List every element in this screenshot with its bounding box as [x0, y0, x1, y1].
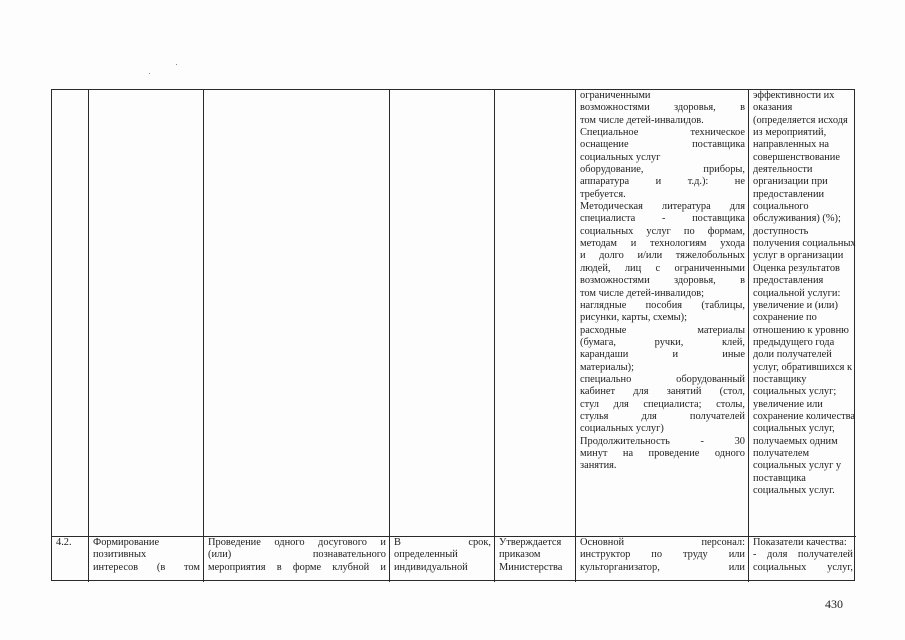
cell-text-line: Продолжительность - 30 [580, 435, 745, 447]
cell-text-line: увеличение или [753, 398, 823, 410]
cell-text-line: Формирование [93, 537, 160, 548]
cell-text-line: эффективности их [753, 90, 835, 101]
cell-text-line: определенный [394, 549, 458, 561]
cell-text-line: индивидуальной [394, 561, 468, 573]
cell-text-line: оборудование, приборы, [580, 164, 745, 176]
cell-text-line: инструктор по труду или [580, 549, 745, 561]
cell-text-line: том числе детей-инвалидов; [580, 287, 705, 299]
row1-tariff-cell [495, 90, 576, 537]
row1-number-cell [52, 90, 89, 537]
cell-text-line: социальных услуг у [753, 460, 842, 472]
cell-text-line: доли получателей [753, 349, 832, 361]
cell-text-line: получателем [753, 447, 810, 459]
cell-text-line: мероприятия в форме клубной и [208, 561, 386, 573]
cell-text-line: совершенствование [753, 151, 840, 163]
cell-text-line: требуется. [580, 188, 626, 200]
cell-text-line: позитивных [93, 549, 147, 561]
cell-text-line: оснащение поставщика [580, 139, 745, 151]
cell-text-line: поставщику [753, 373, 807, 385]
cell-text-line: В срок, [394, 537, 491, 548]
cell-text-line: возможностями здоровья, в [580, 102, 745, 114]
cell-text-line: социальных услуг по формам, [580, 225, 745, 237]
cell-text-line: (или) познавательного [208, 549, 386, 561]
cell-text-line: Показатели качества: [753, 537, 847, 548]
cell-text-line: получения социальных [753, 238, 856, 250]
cell-text-line: возможностями здоровья, в [580, 275, 745, 287]
cell-text-line: обслуживания) (%); [753, 213, 841, 225]
cell-text-line: социальных услуг; [753, 386, 837, 398]
row1-quality-indicators-cell [749, 90, 856, 537]
cell-text-line: минут на проведение одного [580, 447, 745, 459]
cell-text-line: Специальное техническое [580, 127, 745, 139]
cell-text-line: специалиста - поставщика [580, 213, 745, 225]
cell-text-line: кабинет для занятий (стол, [580, 386, 745, 398]
cell-text-line: приказом [499, 549, 541, 561]
cell-text-line: сохранение количества [753, 410, 856, 422]
cell-text-line: социальных услуг) [580, 423, 664, 435]
cell-text-line: наглядные пособия (таблицы, [580, 299, 745, 311]
cell-text-line: увеличение и (или) [753, 299, 838, 311]
cell-text-line: том числе детей-инвалидов. [580, 114, 704, 126]
row2-quality-indicators-cell [749, 537, 856, 582]
cell-text-line: социальной услуги: [753, 287, 841, 299]
cell-text-line: предоставлении [753, 188, 825, 200]
cell-text-line: предоставления [753, 275, 824, 287]
row2-tariff-cell [495, 537, 576, 582]
cell-text-line: оказания [753, 102, 793, 114]
cell-text-line: доступность [753, 225, 809, 237]
cell-text-line: поставщика [753, 472, 806, 484]
cell-text-line: Основной персонал: [580, 537, 745, 548]
cell-text-line: карандаши и иные [580, 349, 745, 361]
row2-number-cell [52, 537, 89, 582]
row1-deadline-cell [390, 90, 495, 537]
cell-text-line: направленных на [753, 139, 830, 151]
cell-text-line: занятия. [580, 460, 617, 472]
row1-service-description-cell [204, 90, 390, 537]
cell-text-line: услуг, обратившихся к [753, 361, 852, 373]
cell-text-line: культорганизатор, или [580, 561, 745, 573]
cell-text-line: - доля получателей [753, 549, 853, 561]
cell-text-line: деятельности [753, 164, 813, 176]
cell-text-line: предыдущего года [753, 336, 835, 348]
row2-service-name-cell [89, 537, 204, 582]
cell-text-line: специально оборудованный [580, 373, 745, 385]
cell-text-line: получаемых одним [753, 435, 838, 447]
row2-conditions-cell [576, 537, 749, 582]
scan-speck [176, 64, 177, 65]
cell-text-line: социальных услуг [580, 151, 661, 163]
row-number: 4.2. [56, 537, 72, 548]
row2-service-description-cell [204, 537, 390, 582]
cell-text-line: стулья для получателей [580, 410, 745, 422]
row1-conditions-cell [576, 90, 749, 537]
cell-text-line: социальных услуг, [753, 561, 853, 573]
standards-table [51, 89, 855, 581]
cell-text-line: людей, лиц с ограниченными [580, 262, 745, 274]
cell-text-line: услуг в организации [753, 250, 844, 262]
row1-service-name-cell [89, 90, 204, 537]
cell-text-line: из мероприятий, [753, 127, 827, 139]
cell-text-line: организации при [753, 176, 828, 188]
scan-speck [149, 73, 150, 74]
cell-text-line: аппаратура и т.д.): не [580, 176, 745, 188]
cell-text-line: (бумага, ручки, клей, [580, 336, 745, 348]
cell-text-line: расходные материалы [580, 324, 745, 336]
cell-text-line: и долго и/или тяжелобольных [580, 250, 745, 262]
cell-text-line: рисунки, карты, схемы); [580, 312, 687, 324]
cell-text-line: Оценка результатов [753, 262, 840, 274]
cell-text-line: социальных услуг, [753, 423, 835, 435]
cell-text-line: Проведение одного досугового и [208, 537, 386, 548]
cell-text-line: Методическая литература для [580, 201, 745, 213]
cell-text-line: методам и технологиям ухода [580, 238, 745, 250]
cell-text-line: сохранение по [753, 312, 817, 324]
cell-text-line: интересов (в том [93, 561, 200, 573]
cell-text-line: социальных услуг. [753, 485, 835, 496]
cell-text-line: социального [753, 201, 809, 213]
cell-text-line: отношению к уровню [753, 324, 849, 336]
cell-text-line: ограниченными [580, 90, 651, 101]
row2-deadline-cell [390, 537, 495, 582]
cell-text-line: Министерства [499, 561, 563, 573]
cell-text-line: (определяется исходя [753, 114, 848, 126]
cell-text-line: стул для специалиста; столы, [580, 398, 745, 410]
cell-text-line: материалы); [580, 361, 634, 373]
cell-text-line: Утверждается [499, 537, 562, 548]
page-number: 430 [825, 597, 843, 611]
